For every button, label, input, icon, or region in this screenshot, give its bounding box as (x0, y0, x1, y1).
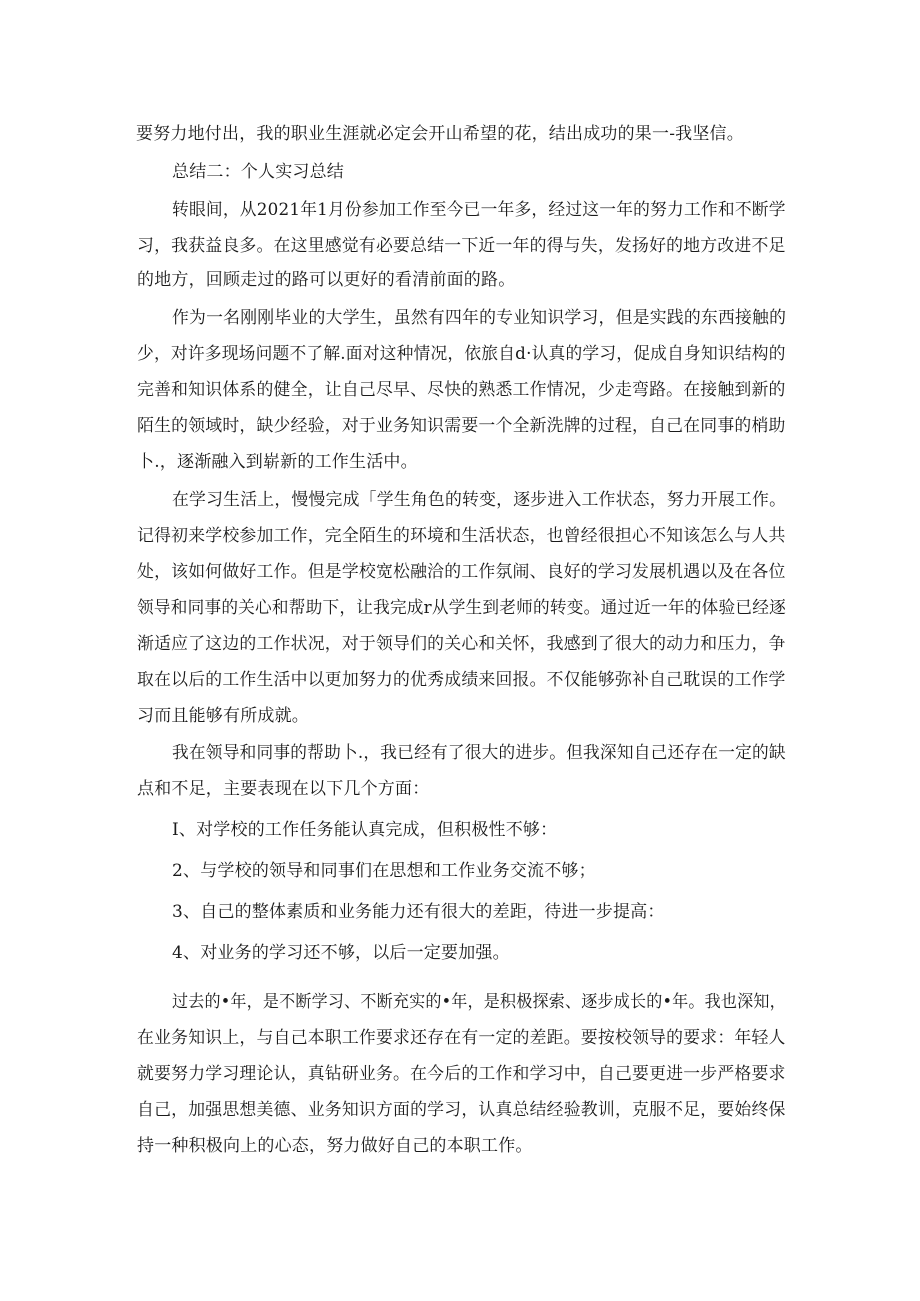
text-line: 习而且能够有所成就。 (137, 706, 309, 726)
text-line: 处，该如何做好工作。但是学校宽松融洽的工作氛闹、良好的学习发展机遇以及在各位 (137, 562, 786, 582)
text-line: 卜.，逐渐融入到崭新的工作生活中。 (137, 452, 418, 472)
text-line: 记得初来学校参加工作，完全陌生的环境和生活状态，也曾经很担心不知该怎么与人共 (137, 526, 786, 546)
text-line: 自己，加强思想美德、业务知识方面的学习，认真总结经验教训，克服不足，要始终保 (137, 1100, 786, 1120)
text-line: 取在以后的工作生活中以更加努力的优秀成绩来回报。不仅能够弥补自己耽误的工作学 (137, 670, 786, 690)
section-heading: 总结二：个人实习总结 (172, 162, 344, 182)
text-line: 在业务知识上，与自己本职工作要求还存在有一定的差距。要按校领导的要求：年轻人 (137, 1028, 786, 1048)
text-line: 持一种积极向上的心态，努力做好自己的本职工作。 (137, 1136, 533, 1156)
list-item: 3、自己的整体素质和业务能力还有很大的差距，待进一步提高： (172, 902, 665, 922)
text-line: 我在领导和同事的帮助卜.，我已经有了很大的进步。但我深知自己还存在一定的缺 (172, 743, 786, 763)
list-item: 2、与学校的领导和同事们在思想和工作业务交流不够； (172, 861, 596, 881)
text-line: 转眼间，从2021年1月份参加工作至今已一年多，经过这一年的努力工作和不断学 (172, 200, 786, 220)
text-line: 过去的•年，是不断学习、不断充实的•年，是积极探索、逐步成长的•年。我也深知， (172, 992, 786, 1012)
text-line: 渐适应了这边的工作状况，对于领导们的关心和关怀，我感到了很大的动力和压力，争 (137, 634, 786, 654)
text-line: 少，对许多现场问题不了解.面对这种情况，依旅自d·认真的学习，促成自身知识结构的 (137, 344, 786, 364)
list-item: I、对学校的工作任务能认真完成，但积极性不够： (172, 820, 558, 840)
text-line: 作为一名刚刚毕业的大学生，虽然有四年的专业知识学习，但是实践的东西接触的 (172, 308, 787, 328)
text-line: 习，我获益良多。在这里感觉有必要总结一下近一年的得与失，发扬好的地方改进不足 (137, 236, 786, 256)
text-line: 点和不足，主要表现在以下几个方面： (137, 779, 430, 799)
list-item: 4、对业务的学习还不够，以后一定要加强。 (172, 943, 510, 963)
text-line: 陌生的领域时，缺少经验，对于业务知识需要一个全新洗牌的过程，自己在同事的梢助 (137, 416, 786, 436)
text-line: 领导和同事的关心和帮助下，让我完成r从学生到老师的转变。通过近一年的体验已经逐 (137, 598, 786, 618)
text-line: 就要努力学习理论认，真钻研业务。在今后的工作和学习中，自己要更进一步严格要求 (137, 1064, 786, 1084)
text-line: 要努力地付出，我的职业生涯就必定会开山希望的花，结出成功的果一-我坚信。 (136, 124, 744, 144)
text-line: 完善和知识体系的健全，让自己尽早、尽快的熟悉工作情况，少走弯路。在接触到新的 (137, 380, 786, 400)
text-line: 在学习生活上，慢慢完成「学生角色的转变，逐步进入工作状态，努力开展工作。 (172, 490, 787, 510)
text-line: 的地方，回顾走过的路可以更好的看清前面的路。 (137, 270, 516, 290)
